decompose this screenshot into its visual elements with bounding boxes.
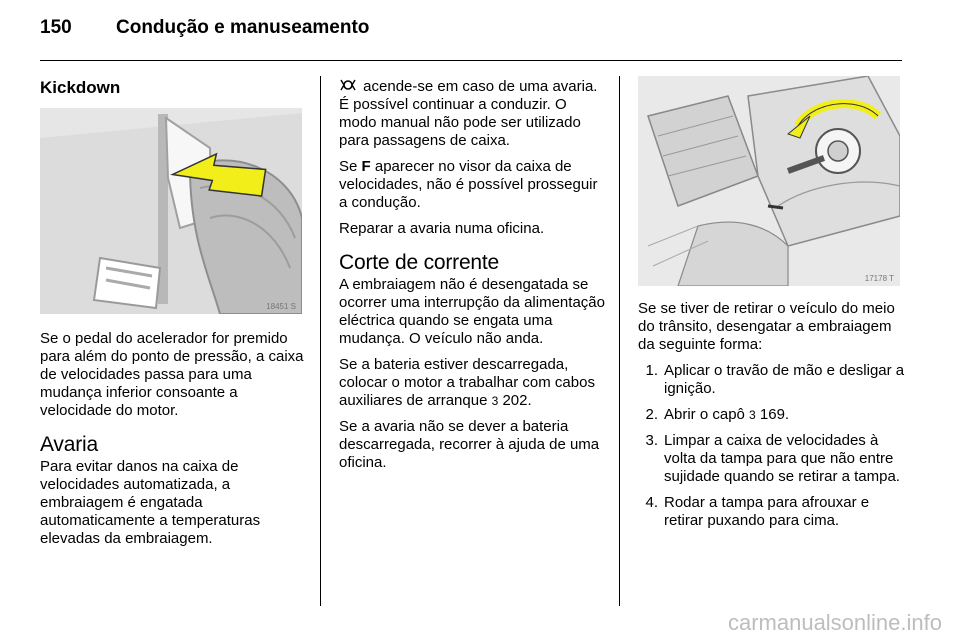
step-text: Rodar a tampa para afrouxar e retirar puxando para cima.: [664, 494, 870, 529]
f-display-letter: F: [361, 158, 371, 175]
f-display-text-end: aparecer no visor da caixa de velocidades, não é possível prosseguir a condução.: [339, 158, 598, 211]
battery-text: Se a bateria estiver descarregada, colocar o motor a trabalhar com cabos auxiliares de arranque: [339, 356, 595, 409]
step-text: Aplicar o travão de mão e desligar a ignição.: [664, 362, 905, 397]
list-item: [638, 494, 906, 530]
step-number: 4.: [645, 494, 658, 511]
step-text: Limpar a caixa de velocidades à volta da tampa para que não entre sujidade quando se retirar a tampa.: [664, 432, 900, 485]
repair-paragraph: Reparar a avaria numa oficina.: [339, 220, 545, 237]
step-number: 3.: [645, 432, 658, 449]
page-ref-icon: 3: [491, 394, 499, 408]
step-number: 2.: [645, 406, 658, 423]
tow-intro-paragraph: Se se tiver de retirar o veículo do meio do trânsito, desengatar a embraiagem da seguinte forma:: [638, 300, 895, 353]
step-text: Abrir o capô: [664, 406, 745, 423]
f-display-text-start: Se: [339, 158, 362, 175]
kickdown-paragraph: Se o pedal do acelerador for premido para além do ponto de pressão, a caixa de velocidades passa para uma mudança inferior consoante a velocidade do motor.: [40, 330, 304, 419]
gearbox-illustration: [638, 76, 900, 286]
avaria-heading: Avaria: [40, 433, 98, 456]
avaria-paragraph: Para evitar danos na caixa de velocidades automatizada, a embraiagem é engatada automaticamente a temperaturas elevadas da embraiagem.: [40, 458, 261, 547]
column-1-text: [40, 330, 306, 556]
page-title: Condução e manuseamento: [116, 17, 370, 38]
step-number: 1.: [645, 362, 658, 379]
power-cut-paragraph: A embraiagem não é desengatada se ocorrer uma interrupção da alimentação eléctrica quando se engata uma mudança. O veículo não anda.: [339, 276, 605, 347]
header-rule: [40, 60, 902, 61]
page-header: [40, 17, 369, 39]
kickdown-illustration: [40, 108, 302, 314]
battery-page-ref[interactable]: 202.: [502, 392, 532, 409]
kickdown-figure: [40, 108, 302, 314]
column-divider-1: [320, 76, 321, 606]
column-2-text: [339, 78, 605, 480]
column-3-text: [638, 300, 906, 538]
column-divider-2: [619, 76, 620, 606]
fault-indicator-text: acende-se em caso de uma avaria. É possível continuar a conduzir. O modo manual não pode ser utilizado para passagens de caixa.: [339, 78, 598, 149]
page-ref-icon: 3: [749, 408, 756, 422]
kickdown-figure-code: 18451 S: [266, 302, 296, 311]
f-display-paragraph: [339, 158, 605, 212]
gearbox-figure-code: 17178 T: [864, 274, 894, 283]
gearbox-figure: [638, 76, 900, 286]
page-number: 150: [40, 17, 72, 38]
kickdown-title: Kickdown: [40, 78, 121, 97]
corte-heading: Corte de corrente: [339, 251, 500, 274]
list-item: [638, 432, 906, 486]
watermark: carmanualsonline.info: [727, 610, 942, 635]
battery-paragraph: [339, 356, 605, 410]
workshop-paragraph: Se a avaria não se dever a bateria descarregada, recorrer à ajuda de uma oficina.: [339, 418, 600, 471]
fault-indicator-paragraph: [339, 78, 605, 150]
gearbox-warning-icon: [339, 78, 359, 96]
bonnet-page-ref[interactable]: 169.: [759, 406, 790, 423]
list-item: [638, 406, 906, 424]
list-item: [638, 362, 906, 398]
steps-list: [638, 362, 906, 530]
